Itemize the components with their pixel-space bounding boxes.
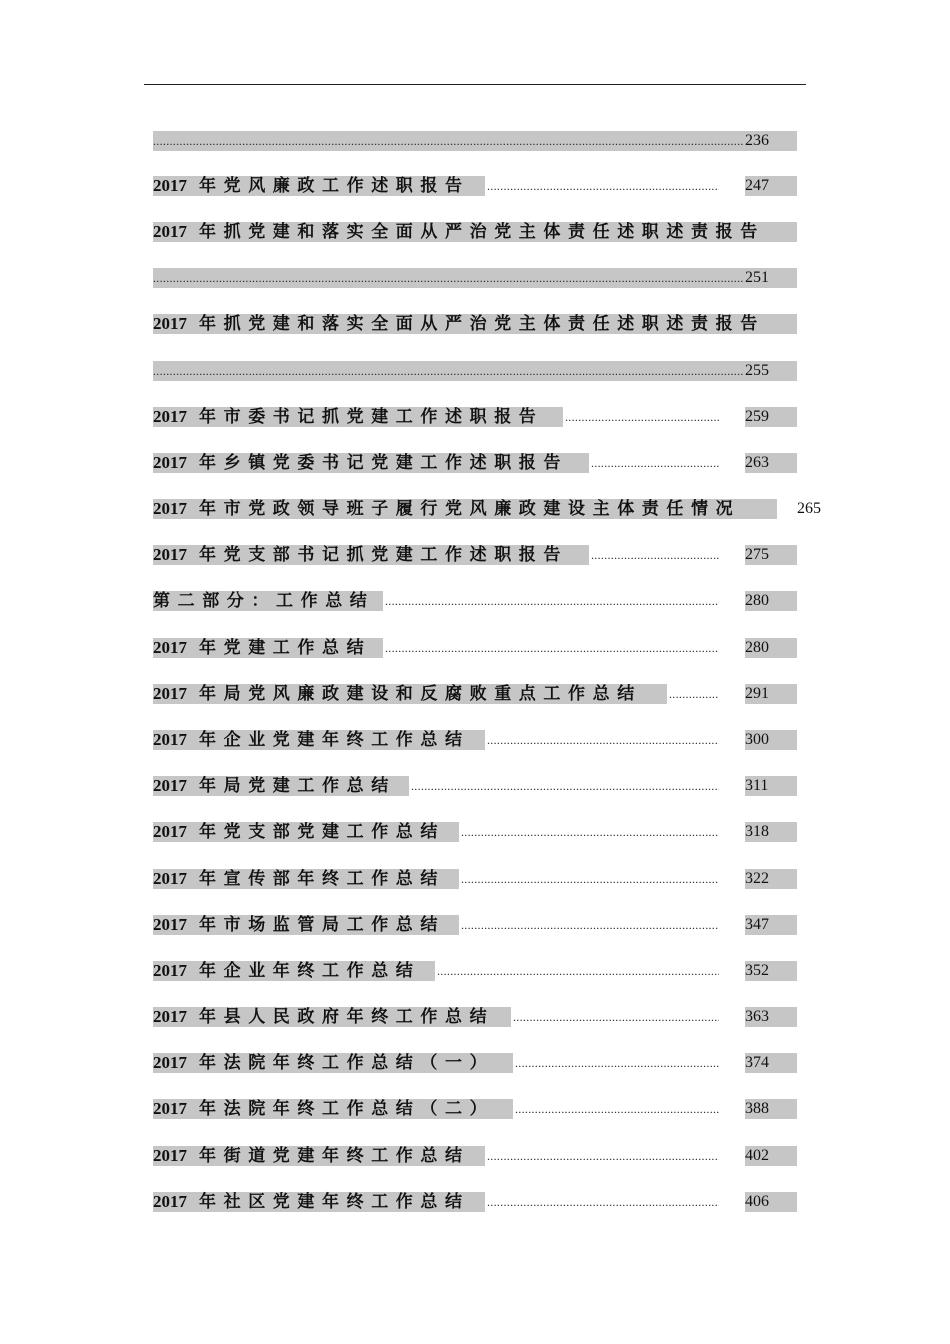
toc-title: 2017 年乡镇党委书记党建工作述职报告 bbox=[153, 453, 568, 473]
dot-leader bbox=[513, 1007, 719, 1027]
toc-page-number: 374 bbox=[745, 1054, 769, 1071]
toc-title: 2017 年抓党建和落实全面从严治党主体责任述职述责报告 bbox=[153, 314, 765, 333]
toc-entry[interactable] bbox=[153, 222, 797, 242]
toc-page-number: 265 bbox=[797, 500, 821, 517]
dot-leader bbox=[461, 869, 719, 889]
toc-page-number: 406 bbox=[745, 1193, 769, 1210]
dot-leader bbox=[153, 131, 743, 151]
dot-leader bbox=[461, 915, 719, 935]
dot-leader bbox=[411, 776, 719, 796]
toc-page-number: 251 bbox=[745, 269, 769, 286]
dot-leader bbox=[591, 453, 719, 473]
toc-page-number: 291 bbox=[745, 685, 769, 702]
toc-page-number: 300 bbox=[745, 731, 769, 748]
toc-year: 2017 bbox=[153, 961, 187, 980]
toc-entry[interactable] bbox=[153, 545, 797, 565]
toc-entry[interactable] bbox=[153, 822, 797, 842]
toc-title: 2017 年街道党建年终工作总结 bbox=[153, 1146, 470, 1165]
toc-year: 2017 bbox=[153, 776, 187, 795]
toc-title: 2017 年宣传部年终工作总结 bbox=[153, 869, 445, 888]
toc-entry[interactable] bbox=[153, 268, 797, 288]
toc-year: 2017 bbox=[153, 1099, 187, 1118]
toc-page-number: 280 bbox=[745, 592, 769, 609]
toc-entry[interactable] bbox=[153, 776, 797, 796]
toc-title: 2017 年党风廉政工作述职报告 bbox=[153, 176, 470, 195]
toc-year: 2017 bbox=[153, 453, 187, 472]
toc-entry[interactable] bbox=[153, 1099, 797, 1119]
toc-title: 2017 年抓党建和落实全面从严治党主体责任述职述责报告 bbox=[153, 222, 765, 241]
toc-title: 2017 年市委书记抓党建工作述职报告 bbox=[153, 407, 544, 426]
toc-page-number: 247 bbox=[745, 177, 769, 194]
toc-entry[interactable] bbox=[153, 638, 797, 658]
dot-leader bbox=[153, 268, 743, 288]
dot-leader bbox=[487, 1146, 719, 1166]
toc-title: 2017 年党支部书记抓党建工作述职报告 bbox=[153, 545, 568, 564]
toc-entry[interactable] bbox=[153, 361, 797, 381]
toc-entry[interactable] bbox=[153, 407, 797, 427]
toc-page-number: 255 bbox=[745, 362, 769, 379]
toc-year: 2017 bbox=[153, 869, 187, 888]
toc-entry[interactable] bbox=[153, 730, 797, 750]
toc-title: 2017 年社区党建年终工作总结 bbox=[153, 1192, 470, 1211]
toc-entry[interactable] bbox=[153, 915, 797, 935]
dot-leader bbox=[153, 361, 743, 381]
toc-year: 2017 bbox=[153, 730, 187, 749]
toc-year: 2017 bbox=[153, 407, 187, 426]
toc-year: 2017 bbox=[153, 545, 187, 564]
toc-entry[interactable] bbox=[153, 684, 797, 704]
toc-title: 2017 年党建工作总结 bbox=[153, 638, 372, 657]
toc-page-number: 347 bbox=[745, 916, 769, 933]
toc-entry[interactable] bbox=[153, 314, 797, 334]
toc-entry[interactable] bbox=[153, 131, 797, 151]
dot-leader bbox=[385, 638, 719, 658]
toc-page-number: 388 bbox=[745, 1100, 769, 1117]
dot-leader bbox=[487, 176, 719, 196]
toc-page-number: 275 bbox=[745, 546, 769, 563]
toc-entry[interactable] bbox=[153, 176, 797, 196]
toc-page-number: 280 bbox=[745, 639, 769, 656]
dot-leader bbox=[437, 961, 719, 981]
toc-year: 2017 bbox=[153, 1007, 187, 1026]
toc-page-number: 263 bbox=[745, 454, 769, 471]
toc-title: 2017 年法院年终工作总结（一） bbox=[153, 1053, 495, 1072]
section-heading-entry[interactable] bbox=[153, 591, 797, 611]
dot-leader bbox=[591, 545, 719, 565]
dot-leader bbox=[515, 1099, 719, 1119]
toc-entry[interactable] bbox=[153, 961, 797, 981]
toc-year: 2017 bbox=[153, 915, 187, 934]
toc-title: 2017 年市党政领导班子履行党风廉政建设主体责任情况 bbox=[153, 499, 741, 518]
dot-leader bbox=[565, 407, 719, 427]
toc-title: 2017 年企业党建年终工作总结 bbox=[153, 730, 470, 749]
toc-year: 2017 bbox=[153, 1053, 187, 1072]
toc-entry[interactable] bbox=[153, 1192, 797, 1212]
toc-page-number: 402 bbox=[745, 1147, 769, 1164]
toc-year: 2017 bbox=[153, 1146, 187, 1165]
toc-title: 2017 年县人民政府年终工作总结 bbox=[153, 1007, 495, 1026]
toc-title: 2017 年市场监管局工作总结 bbox=[153, 915, 445, 934]
dot-leader bbox=[461, 822, 719, 842]
toc-year: 2017 bbox=[153, 638, 187, 657]
toc-entry[interactable] bbox=[153, 869, 797, 889]
toc-title: 2017 年法院年终工作总结（二） bbox=[153, 1099, 495, 1118]
toc-entry[interactable] bbox=[153, 1053, 797, 1073]
toc-entry[interactable] bbox=[153, 453, 797, 473]
dot-leader bbox=[515, 1053, 719, 1073]
toc-page-number: 318 bbox=[745, 823, 769, 840]
toc-title: 2017 年局党建工作总结 bbox=[153, 776, 396, 795]
toc-entry[interactable] bbox=[153, 1007, 797, 1027]
toc-year: 2017 bbox=[153, 822, 187, 841]
dot-leader bbox=[385, 591, 719, 611]
toc-year: 2017 bbox=[153, 684, 187, 703]
toc-title: 2017 年党支部党建工作总结 bbox=[153, 822, 445, 841]
toc-year: 2017 bbox=[153, 1192, 187, 1211]
toc-title: 第二部分：工作总结 bbox=[153, 591, 375, 611]
dot-leader bbox=[669, 684, 719, 704]
toc-page-number: 259 bbox=[745, 408, 769, 425]
toc-entry[interactable] bbox=[153, 499, 833, 519]
toc-page-number: 322 bbox=[745, 870, 769, 887]
toc-page-number: 363 bbox=[745, 1008, 769, 1025]
toc-year: 2017 bbox=[153, 499, 187, 518]
toc-year: 2017 bbox=[153, 176, 187, 195]
toc-page-number: 311 bbox=[745, 777, 769, 794]
toc-title: 2017 年局党风廉政建设和反腐败重点工作总结 bbox=[153, 684, 642, 703]
toc-page-number: 236 bbox=[745, 132, 769, 149]
dot-leader bbox=[487, 1192, 719, 1212]
dot-leader bbox=[487, 730, 719, 750]
toc-page-number: 352 bbox=[745, 962, 769, 979]
toc-year: 2017 bbox=[153, 314, 187, 333]
toc-entry[interactable] bbox=[153, 1146, 797, 1166]
toc-title: 2017 年企业年终工作总结 bbox=[153, 961, 421, 980]
toc-year: 2017 bbox=[153, 222, 187, 241]
